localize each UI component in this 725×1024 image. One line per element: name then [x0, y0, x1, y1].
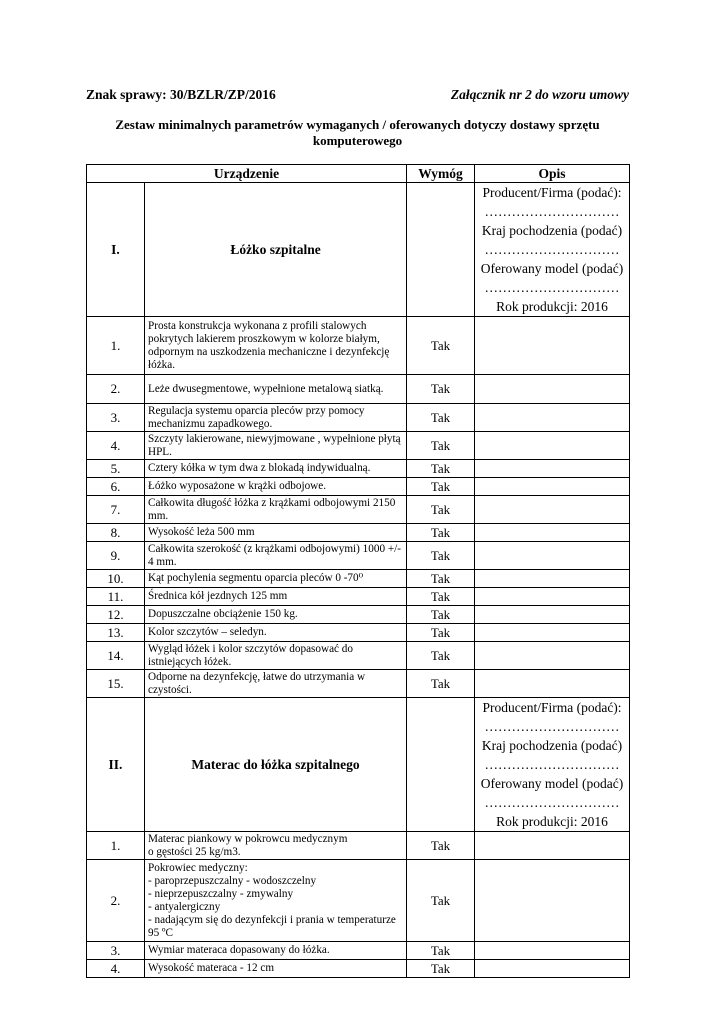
document-title: Zestaw minimalnych parametrów wymaganych / oferowanych dotyczy dostawy sprzętu komputerowego: [115, 117, 600, 148]
description-field-line: Rok produkcji: 2016: [496, 299, 608, 314]
item-offer-cell: [475, 588, 630, 606]
table-row: [87, 832, 630, 860]
item-description: Średnica kół jezdnych 125 mm: [145, 588, 407, 606]
item-requirement: Tak: [407, 832, 475, 860]
description-field-line: …………………………: [484, 242, 620, 257]
item-description: Leże dwusegmentowe, wypełnione metalową siatką.: [145, 375, 407, 404]
item-number: 6.: [87, 478, 145, 496]
item-requirement: Tak: [407, 860, 475, 942]
description-field-line: Producent/Firma (podać):: [482, 185, 622, 200]
table-row: [87, 588, 630, 606]
item-number: 10.: [87, 570, 145, 588]
item-requirement: Tak: [407, 642, 475, 670]
item-offer-cell: [475, 860, 630, 942]
description-field-line: Oferowany model (podać): [480, 261, 624, 276]
item-description: Prosta konstrukcja wykonana z profili stalowych pokrytych lakierem proszkowym w kolorze białym, odpornym na uszkodzenia mechaniczne i dezynfekcję łóżka.: [145, 317, 407, 375]
item-offer-cell: [475, 375, 630, 404]
item-description: Materac piankowy w pokrowcu medycznym o gęstości 25 kg/m3.: [145, 832, 407, 860]
item-offer-cell: [475, 432, 630, 460]
description-field-line: Producent/Firma (podać):: [482, 700, 622, 715]
table-row: [87, 960, 630, 978]
item-requirement: Tak: [407, 570, 475, 588]
item-offer-cell: [475, 496, 630, 524]
description-fields: [475, 183, 630, 317]
table-row: [87, 860, 630, 942]
column-header-requirement: Wymóg: [407, 165, 475, 183]
item-number: 2.: [87, 860, 145, 942]
table-header-row: [87, 165, 630, 183]
table-row: [87, 570, 630, 588]
item-offer-cell: [475, 832, 630, 860]
table-row: [87, 642, 630, 670]
description-field-line: Kraj pochodzenia (podać): [481, 223, 623, 238]
table-row: [87, 460, 630, 478]
item-requirement: Tak: [407, 524, 475, 542]
item-requirement: Tak: [407, 542, 475, 570]
item-number: 8.: [87, 524, 145, 542]
column-header-description: Opis: [475, 165, 630, 183]
table-row: [87, 496, 630, 524]
document-header: [86, 87, 629, 105]
item-requirement: Tak: [407, 624, 475, 642]
description-field-line: …………………………: [484, 795, 620, 810]
item-requirement: Tak: [407, 670, 475, 698]
section-row: [87, 183, 630, 317]
description-field-line: Rok produkcji: 2016: [496, 814, 608, 829]
item-offer-cell: [475, 606, 630, 624]
item-offer-cell: [475, 317, 630, 375]
case-reference: Znak sprawy: 30/BZLR/ZP/2016: [86, 87, 276, 102]
description-field-line: …………………………: [484, 204, 620, 219]
item-number: 15.: [87, 670, 145, 698]
item-description: Cztery kółka w tym dwa z blokadą indywidualną.: [145, 460, 407, 478]
table-row: [87, 432, 630, 460]
description-field-line: Kraj pochodzenia (podać): [481, 738, 623, 753]
item-description: Łóżko wyposażone w krążki odbojowe.: [145, 478, 407, 496]
item-requirement: Tak: [407, 942, 475, 960]
item-description: Dopuszczalne obciążenie 150 kg.: [145, 606, 407, 624]
item-requirement: Tak: [407, 478, 475, 496]
description-fields: [475, 698, 630, 832]
item-requirement: Tak: [407, 375, 475, 404]
item-number: 1.: [87, 317, 145, 375]
table-row: [87, 375, 630, 404]
item-offer-cell: [475, 670, 630, 698]
item-requirement: Tak: [407, 496, 475, 524]
item-requirement: Tak: [407, 460, 475, 478]
item-offer-cell: [475, 570, 630, 588]
item-number: 2.: [87, 375, 145, 404]
item-offer-cell: [475, 624, 630, 642]
item-offer-cell: [475, 642, 630, 670]
item-number: 3.: [87, 942, 145, 960]
section-name: Materac do łóżka szpitalnego: [145, 698, 407, 832]
description-field-line: Oferowany model (podać): [480, 776, 624, 791]
item-requirement: Tak: [407, 317, 475, 375]
item-description: Odporne na dezynfekcję, łatwe do utrzymania w czystości.: [145, 670, 407, 698]
item-number: 14.: [87, 642, 145, 670]
item-description: Całkowita długość łóżka z krążkami odbojowymi 2150 mm.: [145, 496, 407, 524]
table-row: [87, 624, 630, 642]
item-description: Kąt pochylenia segmentu oparcia pleców 0 -70⁰: [145, 570, 407, 588]
table-row: [87, 478, 630, 496]
table-row: [87, 670, 630, 698]
table-body: [87, 183, 630, 978]
item-offer-cell: [475, 404, 630, 432]
table-row: [87, 404, 630, 432]
item-number: 4.: [87, 432, 145, 460]
section-name: Łóżko szpitalne: [145, 183, 407, 317]
item-number: 9.: [87, 542, 145, 570]
item-requirement: Tak: [407, 404, 475, 432]
item-number: 4.: [87, 960, 145, 978]
table-row: [87, 542, 630, 570]
item-description: Wymiar materaca dopasowany do łóżka.: [145, 942, 407, 960]
item-offer-cell: [475, 524, 630, 542]
item-description: Szczyty lakierowane, niewyjmowane , wypełnione płytą HPL.: [145, 432, 407, 460]
item-number: 5.: [87, 460, 145, 478]
column-header-device: Urządzenie: [87, 165, 407, 183]
item-offer-cell: [475, 478, 630, 496]
item-description: Całkowita szerokość (z krążkami odbojowymi) 1000 +/- 4 mm.: [145, 542, 407, 570]
item-description: Pokrowiec medyczny: - paroprzepuszczalny - wodoszczelny - nieprzepuszczalny - zmywalny - antyalergiczny - nadającym się do dezynfekcji i prania w temperaturze 95 ºC: [145, 860, 407, 942]
section-row: [87, 698, 630, 832]
item-number: 11.: [87, 588, 145, 606]
item-requirement: Tak: [407, 432, 475, 460]
item-description: Wysokość materaca - 12 cm: [145, 960, 407, 978]
item-offer-cell: [475, 942, 630, 960]
item-requirement: Tak: [407, 588, 475, 606]
item-requirement: Tak: [407, 960, 475, 978]
item-description: Kolor szczytów – seledyn.: [145, 624, 407, 642]
section-requirement-cell: [407, 183, 475, 317]
attachment-label: Załącznik nr 2 do wzoru umowy: [450, 87, 629, 102]
description-field-line: …………………………: [484, 757, 620, 772]
description-field-line: …………………………: [484, 719, 620, 734]
item-description: Wysokość leża 500 mm: [145, 524, 407, 542]
section-number: II.: [87, 698, 145, 832]
table-row: [87, 524, 630, 542]
item-offer-cell: [475, 542, 630, 570]
section-requirement-cell: [407, 698, 475, 832]
item-number: 7.: [87, 496, 145, 524]
item-number: 13.: [87, 624, 145, 642]
item-offer-cell: [475, 460, 630, 478]
item-description: Regulacja systemu oparcia pleców przy pomocy mechanizmu zapadkowego.: [145, 404, 407, 432]
item-number: 12.: [87, 606, 145, 624]
parameters-table: [86, 164, 630, 978]
item-offer-cell: [475, 960, 630, 978]
table-row: [87, 942, 630, 960]
description-field-line: …………………………: [484, 280, 620, 295]
item-number: 3.: [87, 404, 145, 432]
item-requirement: Tak: [407, 606, 475, 624]
table-row: [87, 317, 630, 375]
table-row: [87, 606, 630, 624]
item-number: 1.: [87, 832, 145, 860]
section-number: I.: [87, 183, 145, 317]
item-description: Wygląd łóżek i kolor szczytów dopasować do istniejących łóżek.: [145, 642, 407, 670]
